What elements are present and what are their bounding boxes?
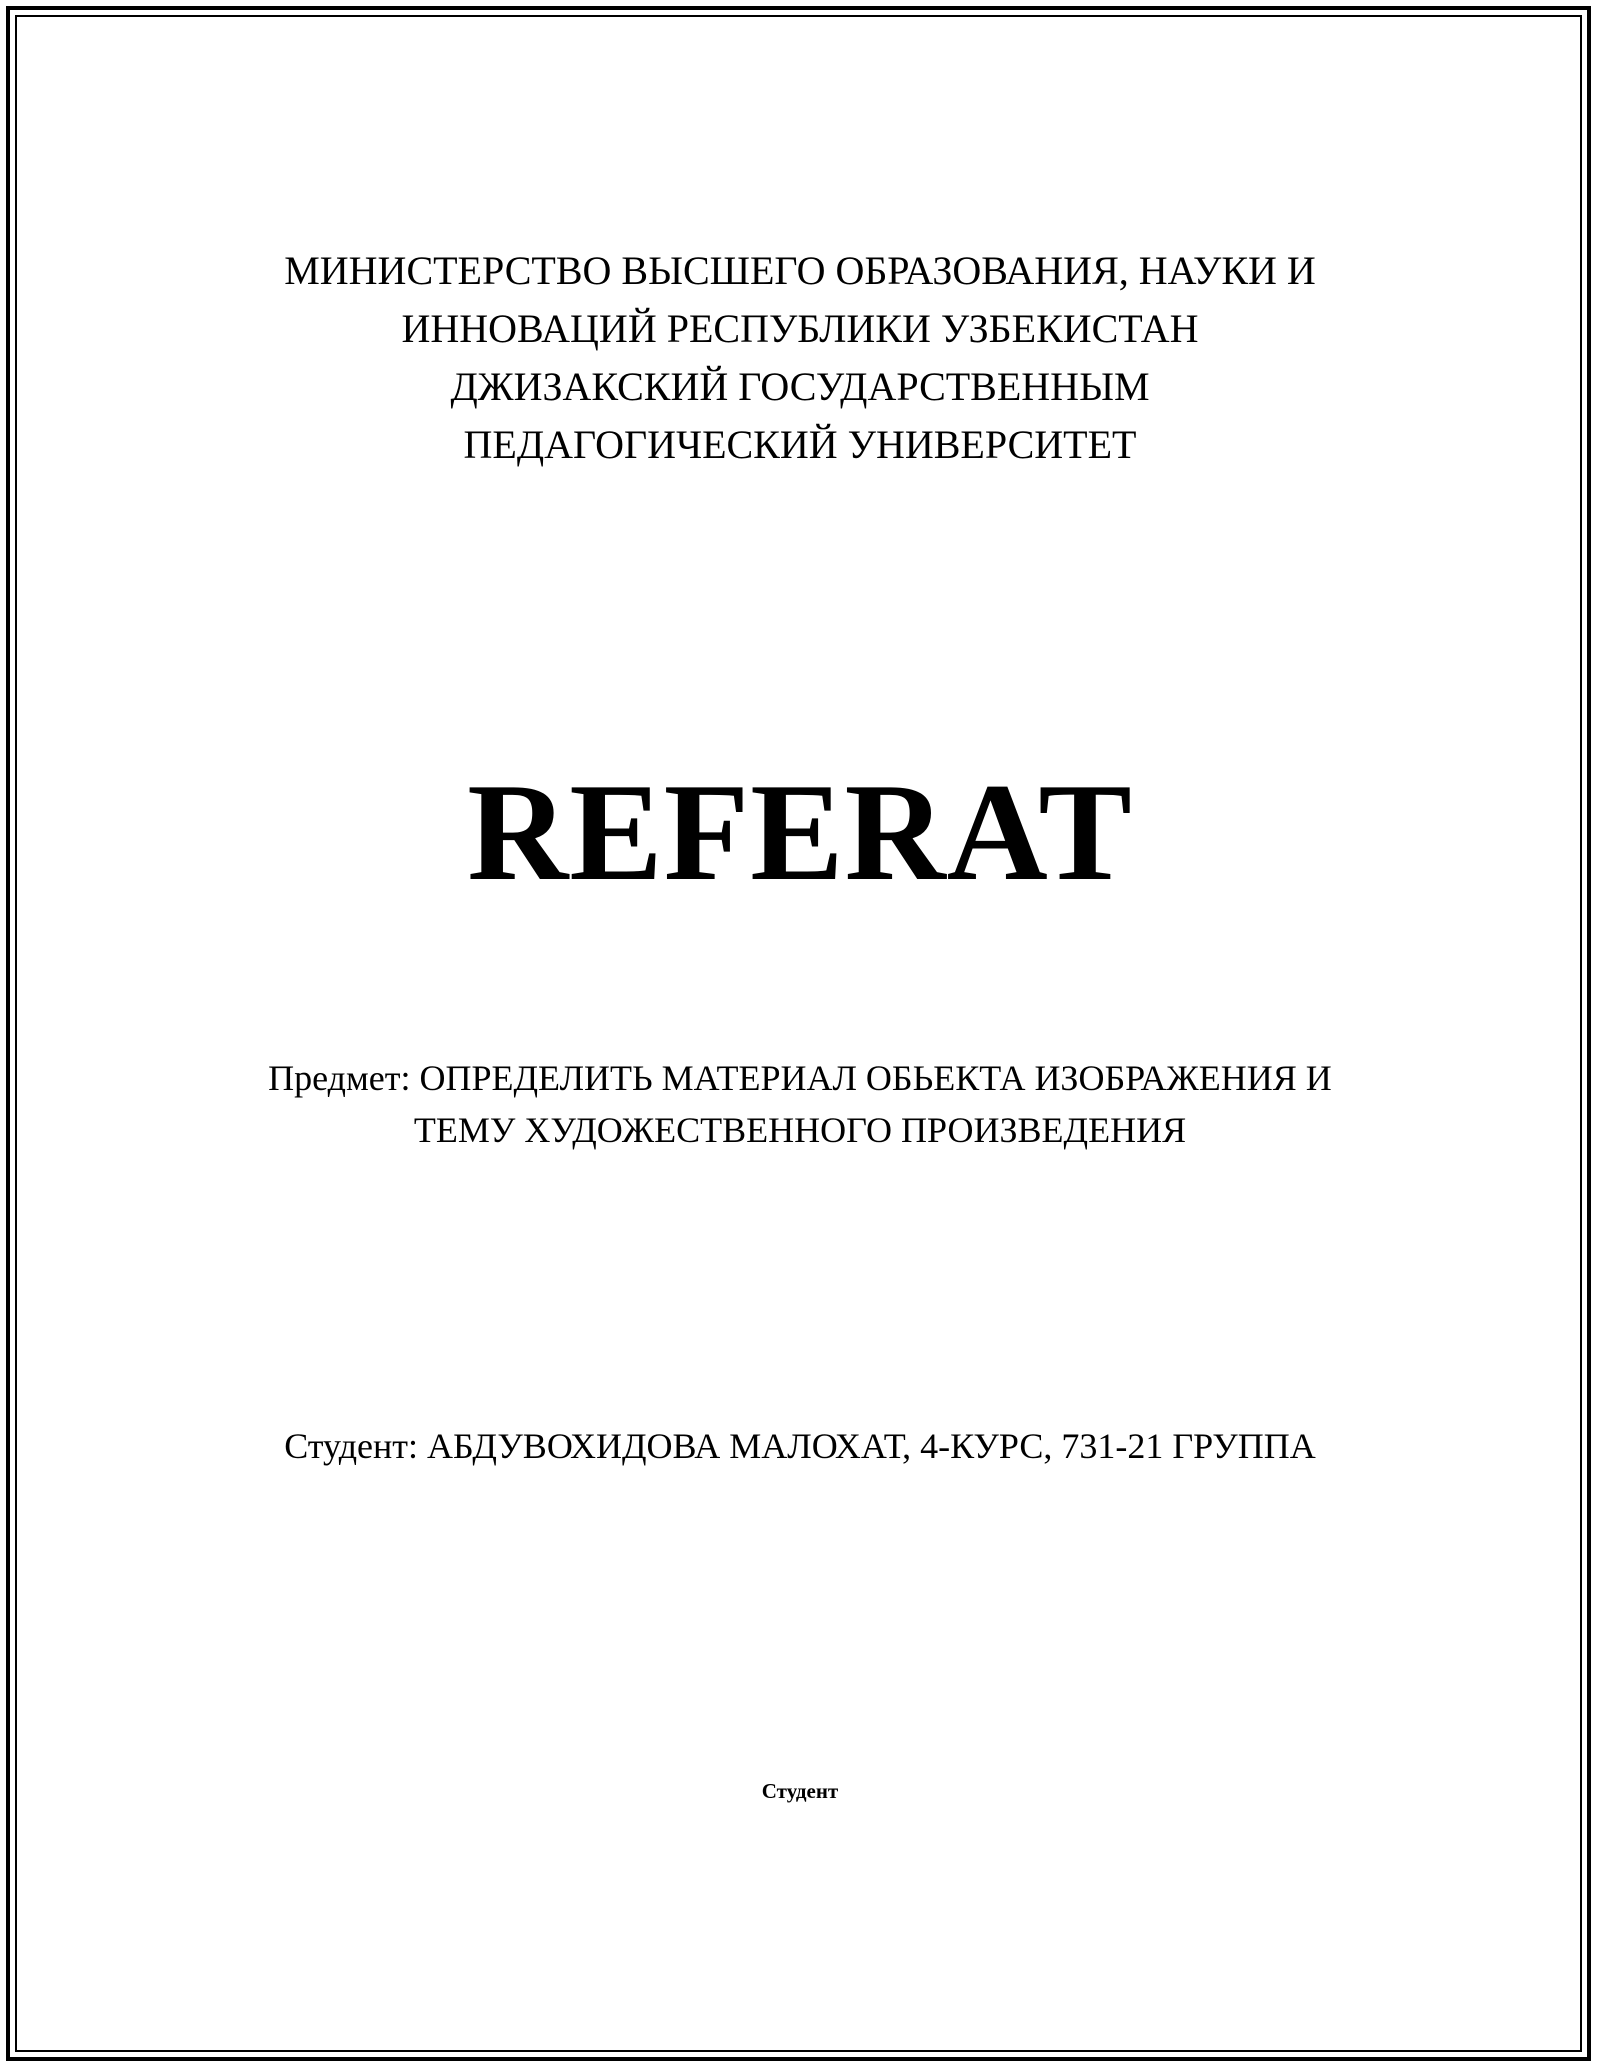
header-line: МИНИСТЕРСТВО ВЫСШЕГО ОБРАЗОВАНИЯ, НАУКИ И — [284, 248, 1316, 293]
subject-line: Предмет: ОПРЕДЕЛИТЬ МАТЕРИАЛ ОБЬЕКТА ИЗОБРАЖЕНИЯ И — [268, 1058, 1332, 1098]
header-line: ПЕДАГОГИЧЕСКИЙ УНИВЕРСИТЕТ — [463, 422, 1137, 467]
student-line: Студент: АБДУВОХИДОВА МАЛОХАТ, 4-КУРС, 731-21 ГРУППА — [284, 1426, 1316, 1466]
institution-header — [0, 242, 1600, 474]
document-title: REFERAT — [467, 755, 1133, 910]
subject-line: ТЕМУ ХУДОЖЕСТВЕННОГО ПРОИЗВЕДЕНИЯ — [413, 1110, 1187, 1150]
subject-block — [0, 1052, 1600, 1156]
header-line: ИННОВАЦИЙ РЕСПУБЛИКИ УЗБЕКИСТАН — [401, 306, 1199, 351]
footer-note: Студент — [761, 1779, 839, 1803]
header-line: ДЖИЗАКСКИЙ ГОСУДАРСТВЕННЫМ — [450, 364, 1150, 409]
